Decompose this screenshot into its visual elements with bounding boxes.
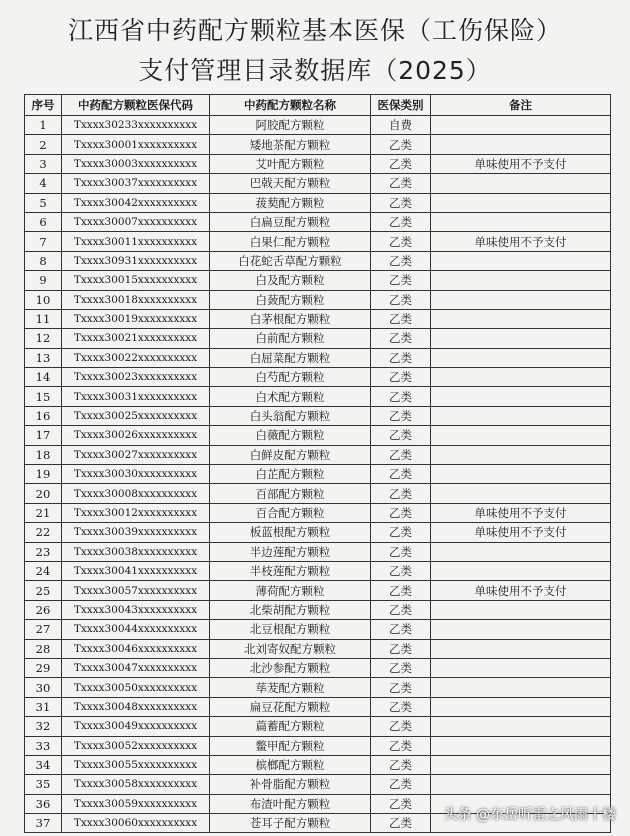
table-row	[25, 581, 611, 600]
row-remark: 单味使用不予支付	[431, 503, 611, 522]
row-category: 乙类	[371, 600, 431, 619]
row-index: 7	[25, 232, 62, 251]
row-remark	[431, 697, 611, 716]
row-index: 1	[25, 116, 62, 135]
row-index: 9	[25, 271, 62, 290]
row-name: 苍耳子配方颗粒	[210, 814, 371, 833]
row-index: 25	[25, 581, 62, 600]
table-row	[25, 368, 611, 387]
row-category: 乙类	[371, 329, 431, 348]
table-row	[25, 658, 611, 677]
row-remark	[431, 174, 611, 193]
row-code: Txxxx30027xxxxxxxxxx	[62, 445, 210, 464]
table-row	[25, 620, 611, 639]
row-code: Txxxx30022xxxxxxxxxx	[62, 348, 210, 367]
row-index: 22	[25, 523, 62, 542]
row-remark	[431, 542, 611, 561]
row-index: 6	[25, 212, 62, 231]
row-name: 白茅根配方颗粒	[210, 309, 371, 328]
row-remark: 单味使用不予支付	[431, 523, 611, 542]
row-category: 乙类	[371, 755, 431, 774]
row-index: 10	[25, 290, 62, 309]
row-name: 白蔹配方颗粒	[210, 290, 371, 309]
table-body	[25, 116, 611, 833]
table-row	[25, 174, 611, 193]
row-category: 乙类	[371, 639, 431, 658]
header-category: 医保类别	[371, 95, 431, 116]
row-name: 荜茇配方颗粒	[210, 678, 371, 697]
row-name: 鳖甲配方颗粒	[210, 736, 371, 755]
table-row	[25, 465, 611, 484]
row-category: 乙类	[371, 387, 431, 406]
row-code: Txxxx30038xxxxxxxxxx	[62, 542, 210, 561]
row-name: 半边莲配方颗粒	[210, 542, 371, 561]
row-code: Txxxx30018xxxxxxxxxx	[62, 290, 210, 309]
row-index: 18	[25, 445, 62, 464]
row-index: 12	[25, 329, 62, 348]
row-name: 北刘寄奴配方颗粒	[210, 639, 371, 658]
table-row	[25, 600, 611, 619]
row-code: Txxxx30025xxxxxxxxxx	[62, 406, 210, 425]
row-category: 乙类	[371, 368, 431, 387]
row-name: 百合配方颗粒	[210, 503, 371, 522]
row-code: Txxxx30012xxxxxxxxxx	[62, 503, 210, 522]
row-code: Txxxx30030xxxxxxxxxx	[62, 465, 210, 484]
row-category: 乙类	[371, 135, 431, 154]
catalog-table	[24, 94, 611, 833]
row-category: 乙类	[371, 154, 431, 173]
table-row	[25, 329, 611, 348]
row-remark	[431, 736, 611, 755]
row-code: Txxxx30007xxxxxxxxxx	[62, 212, 210, 231]
table-row	[25, 697, 611, 716]
row-code: Txxxx30037xxxxxxxxxx	[62, 174, 210, 193]
row-remark	[431, 484, 611, 503]
row-remark	[431, 561, 611, 580]
row-category: 乙类	[371, 620, 431, 639]
row-name: 北柴胡配方颗粒	[210, 600, 371, 619]
row-category: 乙类	[371, 523, 431, 542]
row-remark	[431, 775, 611, 794]
row-code: Txxxx30003xxxxxxxxxx	[62, 154, 210, 173]
row-index: 28	[25, 639, 62, 658]
row-name: 白芍配方颗粒	[210, 368, 371, 387]
table-row	[25, 736, 611, 755]
table-row	[25, 561, 611, 580]
table-row	[25, 135, 611, 154]
table-row	[25, 154, 611, 173]
row-code: Txxxx30042xxxxxxxxxx	[62, 193, 210, 212]
table-row	[25, 232, 611, 251]
row-index: 36	[25, 794, 62, 813]
row-category: 乙类	[371, 678, 431, 697]
row-index: 4	[25, 174, 62, 193]
row-code: Txxxx30059xxxxxxxxxx	[62, 794, 210, 813]
row-name: 阿胶配方颗粒	[210, 116, 371, 135]
row-name: 百部配方颗粒	[210, 484, 371, 503]
row-remark: 单味使用不予支付	[431, 154, 611, 173]
row-remark	[431, 348, 611, 367]
row-code: Txxxx30043xxxxxxxxxx	[62, 600, 210, 619]
row-remark	[431, 212, 611, 231]
row-name: 白头翁配方颗粒	[210, 406, 371, 425]
header-remark: 备注	[431, 95, 611, 116]
row-remark	[431, 368, 611, 387]
table-row	[25, 775, 611, 794]
row-remark	[431, 309, 611, 328]
row-code: Txxxx30048xxxxxxxxxx	[62, 697, 210, 716]
row-category: 乙类	[371, 251, 431, 270]
table-row	[25, 445, 611, 464]
row-code: Txxxx30015xxxxxxxxxx	[62, 271, 210, 290]
row-category: 乙类	[371, 174, 431, 193]
row-index: 5	[25, 193, 62, 212]
row-name: 巴戟天配方颗粒	[210, 174, 371, 193]
document-title-line2: 支付管理目录数据库（2025）	[138, 56, 492, 85]
row-category: 乙类	[371, 794, 431, 813]
row-index: 2	[25, 135, 62, 154]
row-index: 30	[25, 678, 62, 697]
row-name: 半枝莲配方颗粒	[210, 561, 371, 580]
row-name: 布渣叶配方颗粒	[210, 794, 371, 813]
row-remark	[431, 717, 611, 736]
row-code: Txxxx30011xxxxxxxxxx	[62, 232, 210, 251]
table-row	[25, 387, 611, 406]
row-index: 26	[25, 600, 62, 619]
row-category: 乙类	[371, 348, 431, 367]
header-code: 中药配方颗粒医保代码	[62, 95, 210, 116]
row-remark	[431, 465, 611, 484]
row-name: 白鲜皮配方颗粒	[210, 445, 371, 464]
row-index: 32	[25, 717, 62, 736]
row-category: 乙类	[371, 658, 431, 677]
table-row	[25, 212, 611, 231]
row-category: 乙类	[371, 193, 431, 212]
table-row	[25, 484, 611, 503]
row-index: 24	[25, 561, 62, 580]
row-index: 16	[25, 406, 62, 425]
row-name: 板蓝根配方颗粒	[210, 523, 371, 542]
row-code: Txxxx30026xxxxxxxxxx	[62, 426, 210, 445]
row-remark	[431, 387, 611, 406]
row-index: 35	[25, 775, 62, 794]
row-name: 北沙参配方颗粒	[210, 658, 371, 677]
table-row	[25, 116, 611, 135]
row-name: 萹蓄配方颗粒	[210, 717, 371, 736]
row-remark	[431, 251, 611, 270]
row-name: 北豆根配方颗粒	[210, 620, 371, 639]
row-index: 31	[25, 697, 62, 716]
row-index: 20	[25, 484, 62, 503]
row-code: Txxxx30931xxxxxxxxxx	[62, 251, 210, 270]
row-index: 19	[25, 465, 62, 484]
row-category: 乙类	[371, 426, 431, 445]
table-row	[25, 271, 611, 290]
row-code: Txxxx30050xxxxxxxxxx	[62, 678, 210, 697]
row-index: 37	[25, 814, 62, 833]
row-category: 乙类	[371, 775, 431, 794]
row-code: Txxxx30023xxxxxxxxxx	[62, 368, 210, 387]
row-remark	[431, 193, 611, 212]
row-category: 乙类	[371, 542, 431, 561]
row-index: 11	[25, 309, 62, 328]
row-category: 乙类	[371, 465, 431, 484]
row-category: 乙类	[371, 717, 431, 736]
row-code: Txxxx30044xxxxxxxxxx	[62, 620, 210, 639]
row-code: Txxxx30021xxxxxxxxxx	[62, 329, 210, 348]
table-row	[25, 639, 611, 658]
row-index: 13	[25, 348, 62, 367]
row-code: Txxxx30046xxxxxxxxxx	[62, 639, 210, 658]
table-row	[25, 503, 611, 522]
row-remark: 单味使用不予支付	[431, 581, 611, 600]
row-remark	[431, 271, 611, 290]
row-code: Txxxx30058xxxxxxxxxx	[62, 775, 210, 794]
row-index: 34	[25, 755, 62, 774]
row-remark: 单味使用不予支付	[431, 232, 611, 251]
row-remark	[431, 445, 611, 464]
row-name: 补骨脂配方颗粒	[210, 775, 371, 794]
table-row	[25, 523, 611, 542]
row-name: 槟榔配方颗粒	[210, 755, 371, 774]
row-code: Txxxx30041xxxxxxxxxx	[62, 561, 210, 580]
row-remark	[431, 406, 611, 425]
table-row	[25, 678, 611, 697]
row-category: 乙类	[371, 406, 431, 425]
table-row	[25, 193, 611, 212]
row-code: Txxxx30057xxxxxxxxxx	[62, 581, 210, 600]
row-remark	[431, 658, 611, 677]
table-row	[25, 717, 611, 736]
header-name: 中药配方颗粒名称	[210, 95, 371, 116]
row-code: Txxxx30060xxxxxxxxxx	[62, 814, 210, 833]
row-index: 23	[25, 542, 62, 561]
row-name: 白果仁配方颗粒	[210, 232, 371, 251]
row-category: 乙类	[371, 561, 431, 580]
watermark: 头条 @东岳听雷之风雨十楼	[443, 807, 616, 823]
row-category: 乙类	[371, 736, 431, 755]
row-code: Txxxx30008xxxxxxxxxx	[62, 484, 210, 503]
row-remark	[431, 116, 611, 135]
row-category: 乙类	[371, 309, 431, 328]
row-name: 艾叶配方颗粒	[210, 154, 371, 173]
row-code: Txxxx30052xxxxxxxxxx	[62, 736, 210, 755]
row-code: Txxxx30047xxxxxxxxxx	[62, 658, 210, 677]
row-index: 33	[25, 736, 62, 755]
row-name: 扁豆花配方颗粒	[210, 697, 371, 716]
row-category: 乙类	[371, 445, 431, 464]
row-name: 白屈菜配方颗粒	[210, 348, 371, 367]
table-row	[25, 542, 611, 561]
row-index: 21	[25, 503, 62, 522]
row-index: 3	[25, 154, 62, 173]
row-name: 白前配方颗粒	[210, 329, 371, 348]
row-index: 27	[25, 620, 62, 639]
row-category: 自费	[371, 116, 431, 135]
table-row	[25, 406, 611, 425]
row-remark	[431, 135, 611, 154]
row-category: 乙类	[371, 503, 431, 522]
row-code: Txxxx30001xxxxxxxxxx	[62, 135, 210, 154]
row-name: 白术配方颗粒	[210, 387, 371, 406]
table-row	[25, 290, 611, 309]
row-category: 乙类	[371, 484, 431, 503]
row-index: 15	[25, 387, 62, 406]
row-name: 菝葜配方颗粒	[210, 193, 371, 212]
row-category: 乙类	[371, 212, 431, 231]
row-category: 乙类	[371, 581, 431, 600]
row-remark	[431, 600, 611, 619]
header-index: 序号	[25, 95, 62, 116]
row-code: Txxxx30039xxxxxxxxxx	[62, 523, 210, 542]
row-name: 白花蛇舌草配方颗粒	[210, 251, 371, 270]
row-code: Txxxx30055xxxxxxxxxx	[62, 755, 210, 774]
row-remark	[431, 620, 611, 639]
row-index: 17	[25, 426, 62, 445]
row-code: Txxxx30233xxxxxxxxxx	[62, 116, 210, 135]
table-row	[25, 309, 611, 328]
row-index: 29	[25, 658, 62, 677]
document-title-line1: 江西省中药配方颗粒基本医保（工伤保险）	[67, 16, 562, 45]
row-remark	[431, 755, 611, 774]
row-remark	[431, 329, 611, 348]
row-name: 矮地茶配方颗粒	[210, 135, 371, 154]
row-category: 乙类	[371, 232, 431, 251]
table-row	[25, 251, 611, 270]
row-category: 乙类	[371, 271, 431, 290]
row-index: 14	[25, 368, 62, 387]
table-row	[25, 348, 611, 367]
row-code: Txxxx30019xxxxxxxxxx	[62, 309, 210, 328]
row-name: 白及配方颗粒	[210, 271, 371, 290]
table-header-row	[25, 95, 611, 116]
row-remark	[431, 678, 611, 697]
row-name: 白扁豆配方颗粒	[210, 212, 371, 231]
row-code: Txxxx30049xxxxxxxxxx	[62, 717, 210, 736]
row-name: 白薇配方颗粒	[210, 426, 371, 445]
row-category: 乙类	[371, 697, 431, 716]
table-row	[25, 755, 611, 774]
row-category: 乙类	[371, 814, 431, 833]
row-index: 8	[25, 251, 62, 270]
row-code: Txxxx30031xxxxxxxxxx	[62, 387, 210, 406]
row-name: 白芷配方颗粒	[210, 465, 371, 484]
table-row	[25, 426, 611, 445]
row-category: 乙类	[371, 290, 431, 309]
row-remark	[431, 639, 611, 658]
row-remark	[431, 290, 611, 309]
row-remark	[431, 426, 611, 445]
row-name: 薄荷配方颗粒	[210, 581, 371, 600]
